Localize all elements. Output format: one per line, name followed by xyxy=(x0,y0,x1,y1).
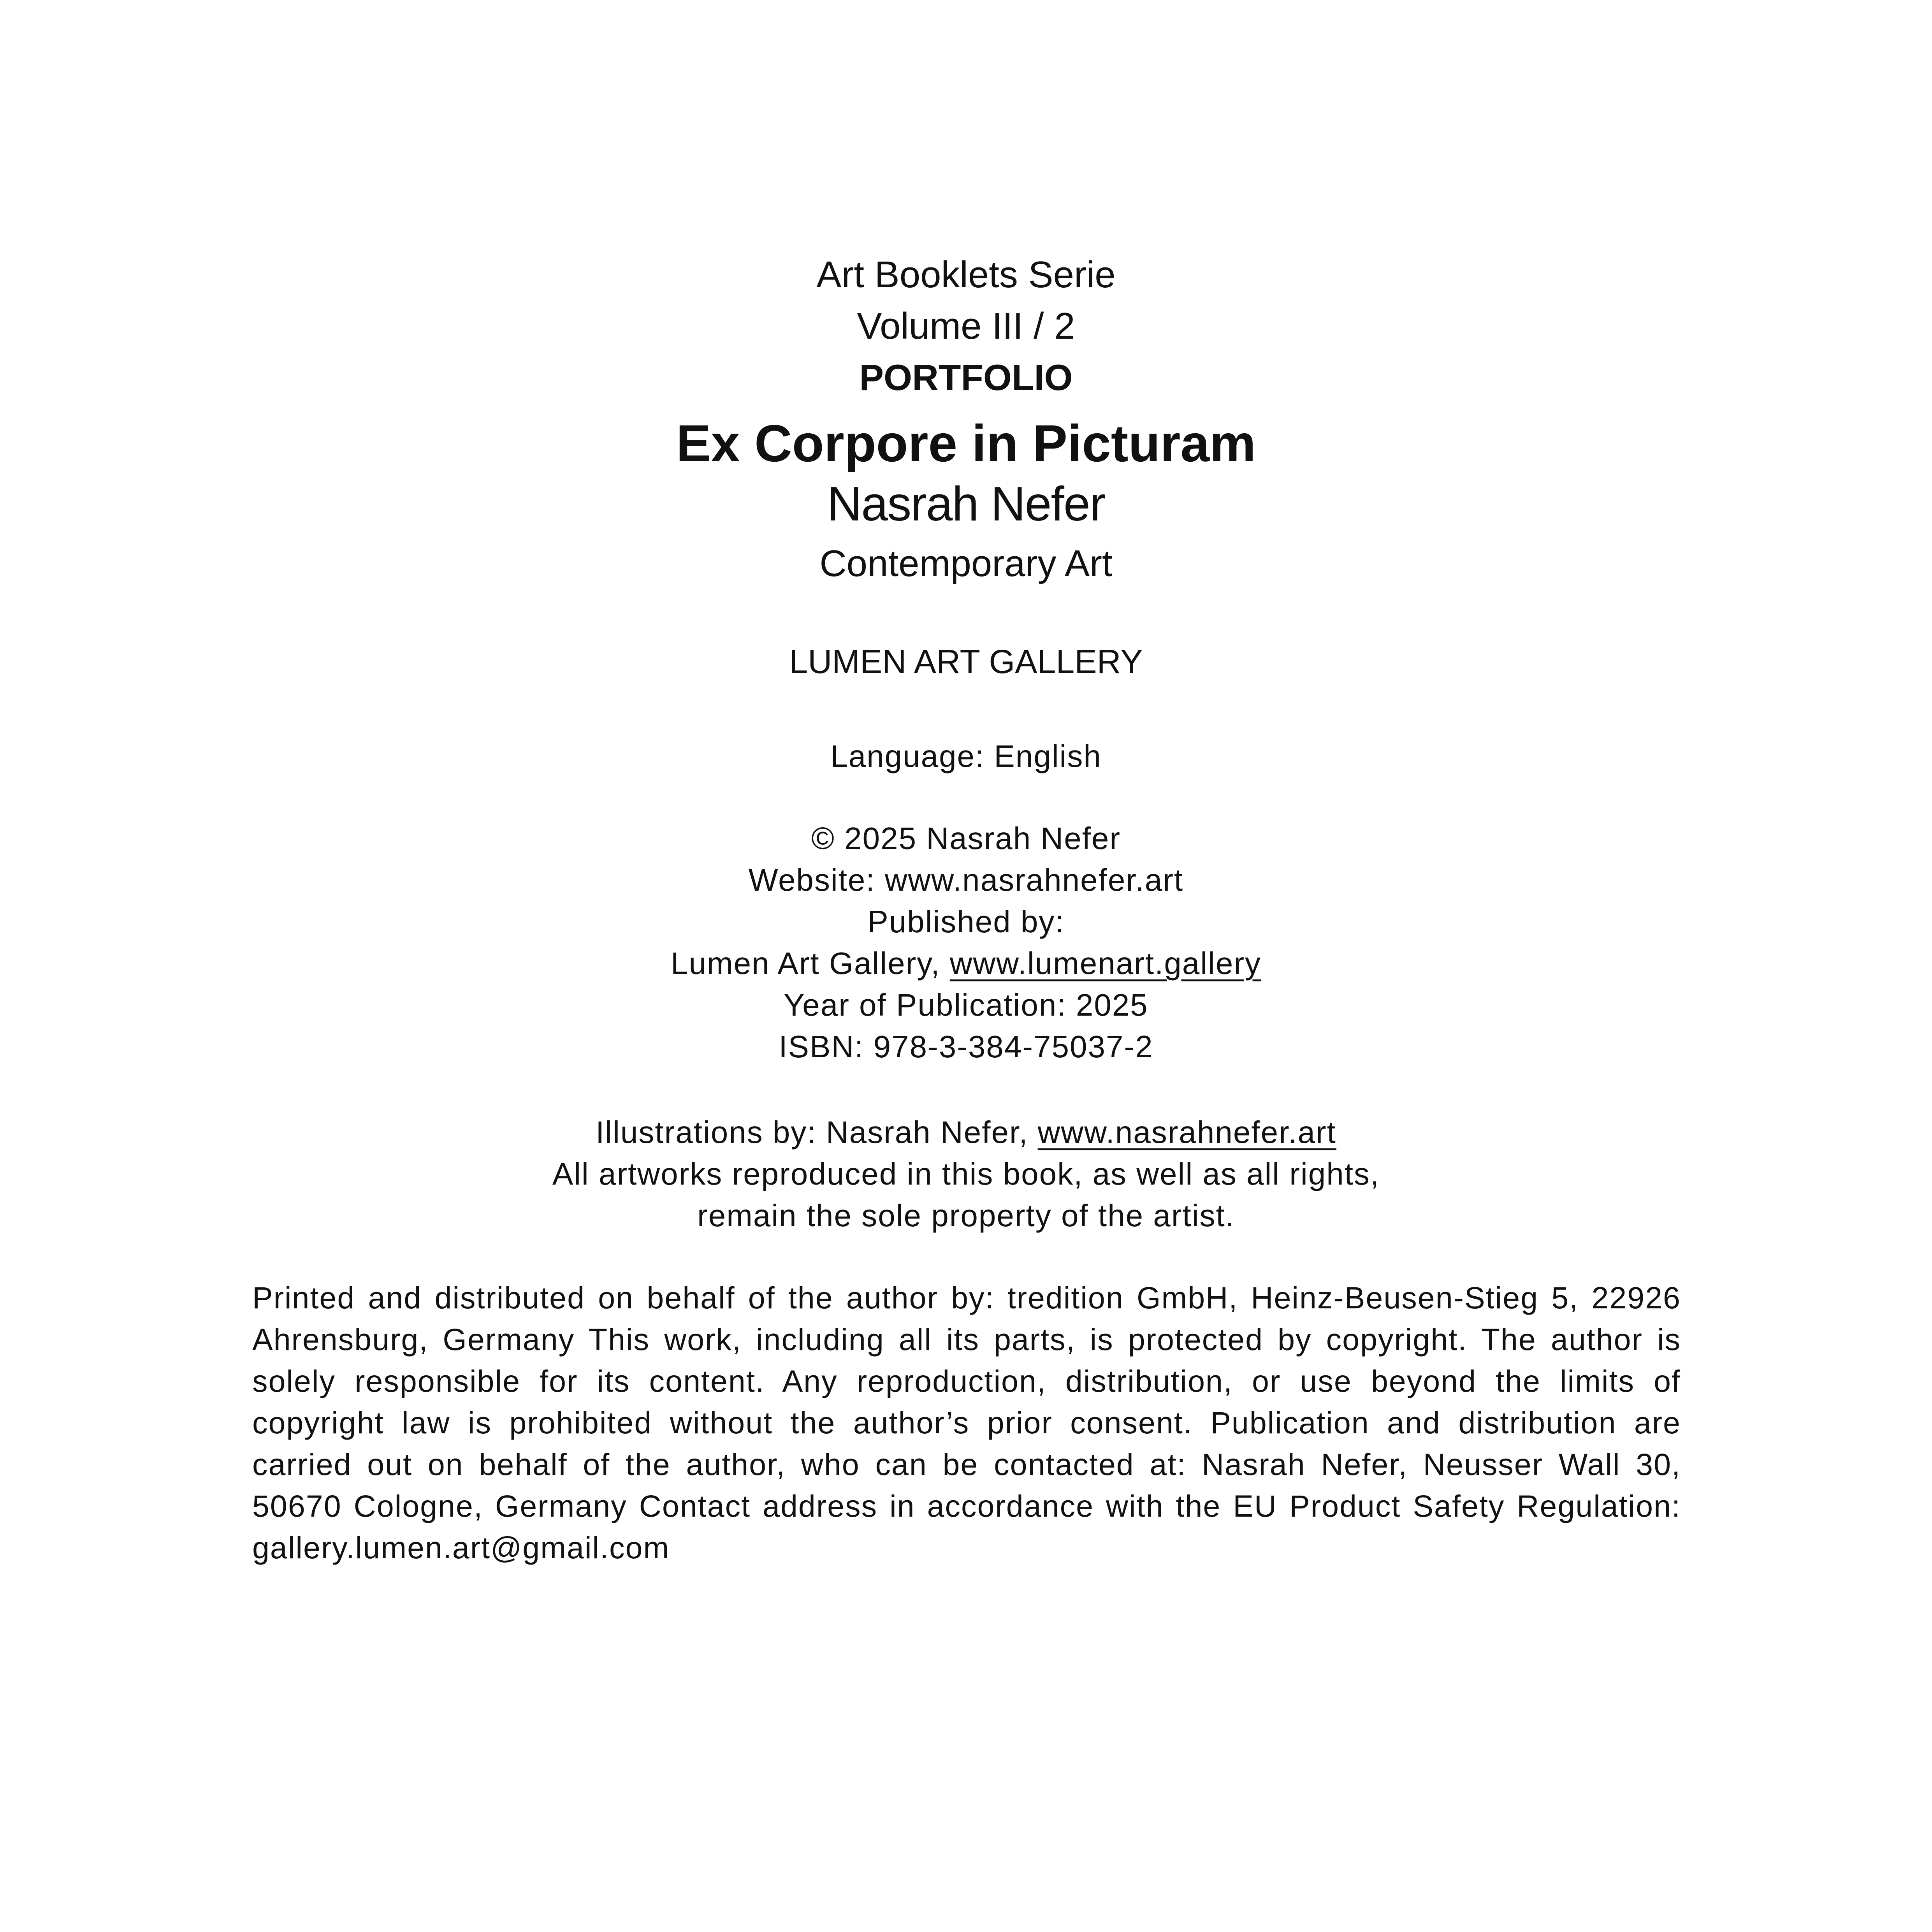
isbn-line: ISBN: 978-3-384-75037-2 xyxy=(779,1029,1153,1064)
volume-number: Volume III / 2 xyxy=(857,305,1075,347)
publication-info xyxy=(0,817,1932,1067)
publication-year: Year of Publication: 2025 xyxy=(784,988,1148,1022)
legal-notice: Printed and distributed on behalf of the author by: tredition GmbH, Heinz-Beusen-Stieg 5, 22926 Ahrensburg, Germany This work, including all its parts, is protected by copyright. The author is solely responsible for its content. Any reproduction, distribution, or use beyond the limits of copyright law is prohibited without the author’s prior consent. Publication and distribution are carried out on behalf of the author, who can be contacted at: Nasrah Nefer, Neusser Wall 30, 50670 Cologne, Germany Contact address in accordance with the EU Product Safety Regulation: gallery.lumen.art@gmail.com xyxy=(252,1280,1681,1565)
publisher-line xyxy=(0,942,1932,984)
portfolio-label: PORTFOLIO xyxy=(859,357,1073,398)
gallery-name: LUMEN ART GALLERY xyxy=(789,643,1143,680)
book-title: Ex Corpore in Picturam xyxy=(676,415,1256,473)
series-name: Art Booklets Serie xyxy=(816,254,1116,295)
series-heading xyxy=(0,249,1932,352)
copyright-line: © 2025 Nasrah Nefer xyxy=(811,821,1121,856)
artist-website-link[interactable]: www.nasrahnefer.art xyxy=(1037,1115,1336,1150)
publisher-website-link[interactable]: www.lumenart.gallery xyxy=(949,946,1262,981)
publisher-name: Lumen Art Gallery, xyxy=(670,946,950,981)
rights-line-2: remain the sole property of the artist. xyxy=(697,1198,1235,1233)
illustration-credits xyxy=(0,1111,1932,1236)
rights-line-1: All artworks reproduced in this book, as well as all rights, xyxy=(552,1157,1380,1191)
website-line: Website: www.nasrahnefer.art xyxy=(748,863,1184,897)
illustrations-label: Illustrations by: Nasrah Nefer, xyxy=(596,1115,1038,1150)
genre-label: Contemporary Art xyxy=(819,543,1113,584)
artist-name: Nasrah Nefer xyxy=(827,477,1105,531)
illustrations-line xyxy=(0,1111,1932,1153)
published-by-label: Published by: xyxy=(867,904,1065,939)
language-line: Language: English xyxy=(830,739,1102,774)
